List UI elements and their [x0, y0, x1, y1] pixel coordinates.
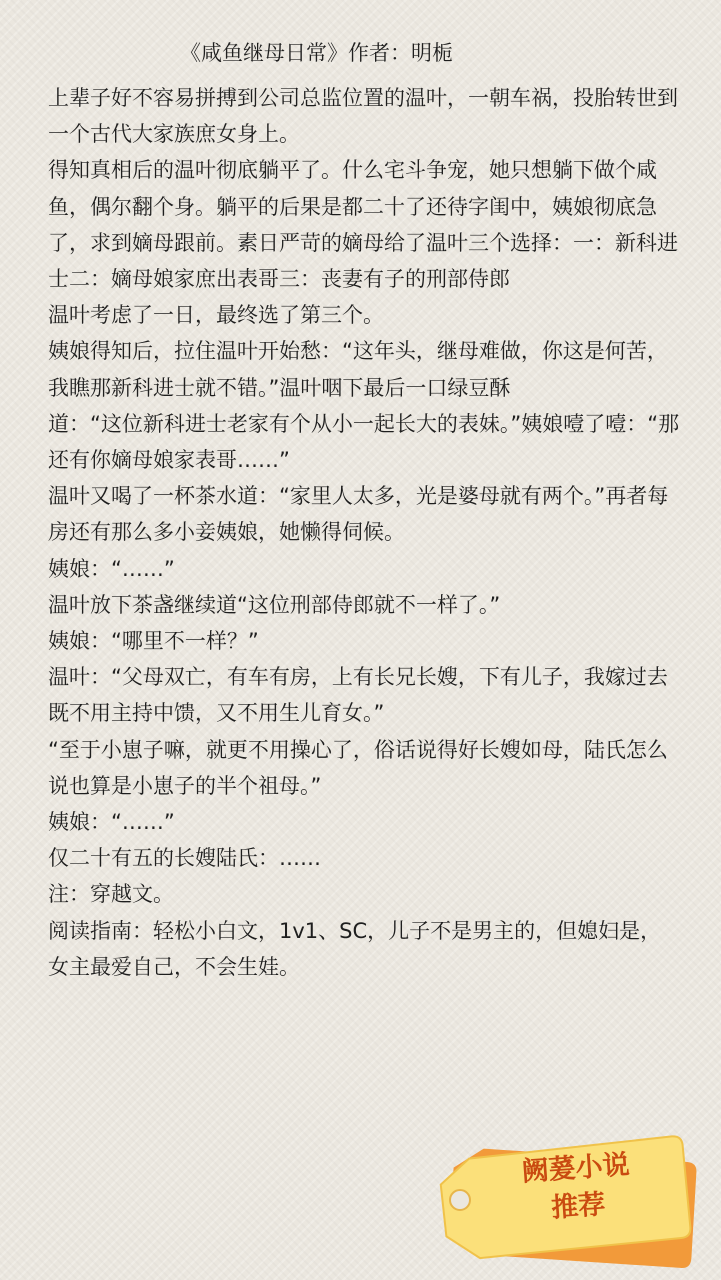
paragraph: 得知真相后的温叶彻底躺平了。什么宅斗争宠，她只想躺下做个咸鱼，偶尔翻个身。躺平的后果是都二十了还待字闺中，姨娘彻底急了，求到嫡母跟前。素日严苛的嫡母给了温叶三个选择：一：新科进士二：嫡母娘家庶出表哥三：丧妻有子的刑部侍郎 — [48, 158, 678, 292]
paragraph: 道：“这位新科进士老家有个从小一起长大的表妹。”姨娘噎了噎：“那还有你嫡母娘家表哥……” — [48, 411, 680, 473]
paragraph: 上辈子好不容易拼搏到公司总监位置的温叶，一朝车祸，投胎转世到一个古代大家族庶女身上。 — [48, 86, 678, 147]
tag-line-1: 阙萲小说 — [520, 1149, 631, 1188]
paragraph: 姨娘：“……” — [48, 810, 175, 835]
book-title: 《咸鱼继母日常》作者：明栀 — [180, 41, 453, 65]
paragraph: 姨娘：“……” — [48, 556, 175, 581]
tag-line-2: 推荐 — [550, 1189, 607, 1224]
paragraph: 温叶放下茶盏继续道“这位刑部侍郎就不一样了。” — [48, 592, 501, 617]
paragraph: 姨娘得知后，拉住温叶开始愁：“这年头，继母难做，你这是何苦，我瞧那新科进士就不错。”温叶咽下最后一口绿豆酥 — [48, 339, 668, 400]
tag-label — [480, 1143, 675, 1232]
synopsis-body — [48, 80, 680, 985]
paragraph: 注：穿越文。 — [48, 882, 174, 907]
paragraph: 姨娘：“哪里不一样？” — [48, 629, 259, 654]
paragraph: 阅读指南：轻松小白文，1v1、SC，儿子不是男主的，但媳妇是，女主最爱自己，不会生娃。 — [48, 918, 662, 979]
paragraph: 温叶又喝了一杯茶水道：“家里人太多，光是婆母就有两个。”再者每房还有那么多小妾姨娘，她懒得伺候。 — [48, 484, 669, 545]
recommend-tag — [420, 1128, 700, 1268]
paragraph: 仅二十有五的长嫂陆氏：…… — [48, 846, 321, 871]
paragraph: 温叶考虑了一日，最终选了第三个。 — [48, 303, 384, 328]
paragraph: 温叶：“父母双亡，有车有房，上有长兄长嫂，下有儿子，我嫁过去既不用主持中馈，又不用生儿育女。” — [48, 665, 668, 726]
paragraph: “至于小崽子嘛，就更不用操心了，俗话说得好长嫂如母，陆氏怎么说也算是小崽子的半个祖母。” — [48, 737, 668, 798]
